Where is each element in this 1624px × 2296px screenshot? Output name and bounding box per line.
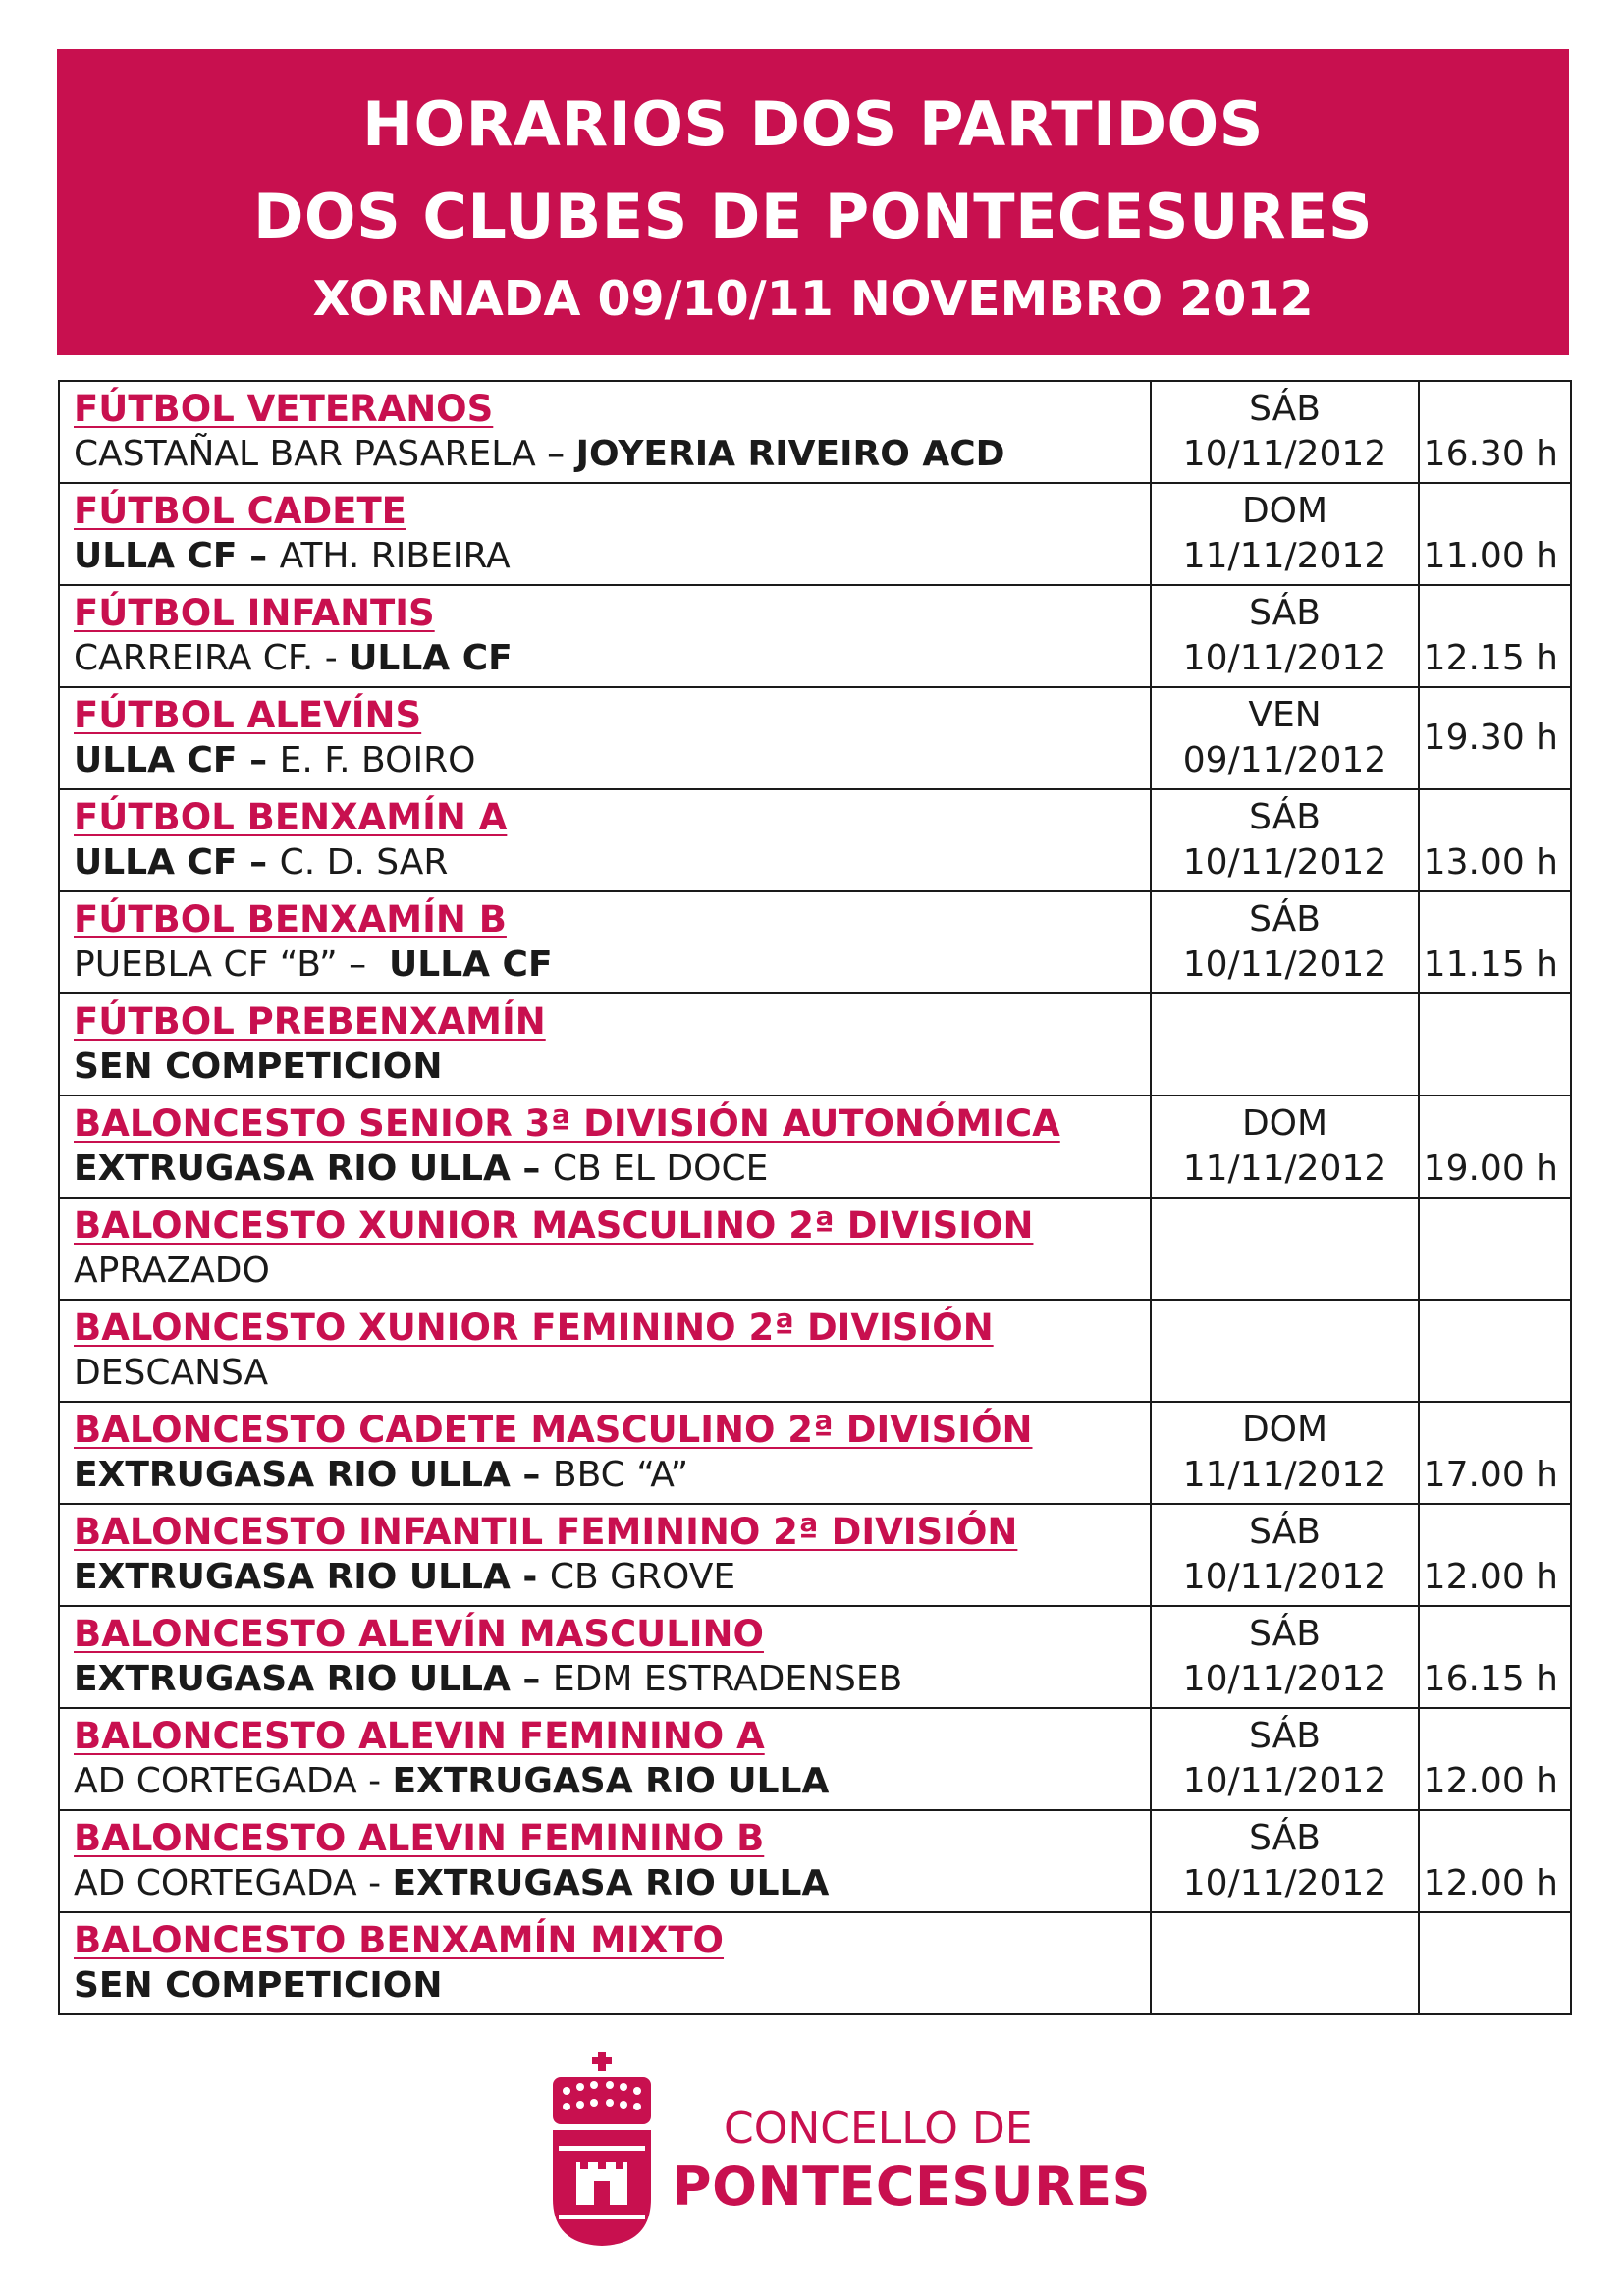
time-cell xyxy=(1419,1300,1571,1402)
match-date: 10/11/2012 xyxy=(1182,1761,1387,1801)
match-row xyxy=(59,1504,1571,1606)
match-cell xyxy=(59,1606,1151,1708)
category-label: FÚTBOL INFANTIS xyxy=(74,592,435,634)
match-date: 10/11/2012 xyxy=(1182,434,1387,474)
teams-line xyxy=(74,1759,1150,1804)
match-date: 09/11/2012 xyxy=(1182,740,1387,780)
home-team: EXTRUGASA RIO ULLA xyxy=(74,1659,511,1699)
time-cell xyxy=(1419,1504,1571,1606)
match-cell xyxy=(59,1504,1151,1606)
category-label: BALONCESTO ALEVÍN MASCULINO xyxy=(74,1613,764,1655)
match-date: 10/11/2012 xyxy=(1182,1557,1387,1597)
match-cell xyxy=(59,381,1151,483)
home-team: EXTRUGASA RIO ULLA xyxy=(74,1557,511,1597)
match-time: 17.00 h xyxy=(1423,1455,1558,1495)
title-line-2: DOS CLUBES DE PONTECESURES xyxy=(252,181,1374,252)
match-note: DESCANSA xyxy=(74,1353,269,1393)
match-weekday: SÁB xyxy=(1249,389,1321,429)
match-row xyxy=(59,1912,1571,2014)
date-cell xyxy=(1151,1708,1419,1810)
match-weekday: DOM xyxy=(1241,1410,1328,1450)
time-cell xyxy=(1419,1095,1571,1198)
team-separator: – xyxy=(337,944,390,985)
match-weekday: DOM xyxy=(1241,1103,1328,1144)
category-label: FÚTBOL CADETE xyxy=(74,490,406,532)
match-row xyxy=(59,789,1571,891)
time-cell xyxy=(1419,993,1571,1095)
match-time: 12.00 h xyxy=(1423,1863,1558,1903)
home-team: AD CORTEGADA xyxy=(74,1761,357,1801)
match-time: 13.00 h xyxy=(1423,842,1558,882)
match-cell xyxy=(59,1810,1151,1912)
teams-line xyxy=(74,738,1150,783)
council-logo xyxy=(545,2052,1152,2248)
teams-line xyxy=(74,1963,1150,2008)
home-team: EXTRUGASA RIO ULLA xyxy=(74,1148,511,1189)
category-label: FÚTBOL BENXAMÍN B xyxy=(74,898,507,940)
match-time: 16.30 h xyxy=(1423,434,1558,474)
match-cell xyxy=(59,891,1151,993)
match-weekday: SÁB xyxy=(1249,899,1321,939)
match-cell xyxy=(59,993,1151,1095)
time-cell xyxy=(1419,891,1571,993)
match-cell xyxy=(59,1912,1151,2014)
teams-line xyxy=(74,432,1150,477)
category-label: FÚTBOL BENXAMÍN A xyxy=(74,796,508,838)
match-time: 11.00 h xyxy=(1423,536,1558,576)
match-row xyxy=(59,1708,1571,1810)
teams-line xyxy=(74,1044,1150,1090)
match-note: APRAZADO xyxy=(74,1251,270,1291)
match-weekday: SÁB xyxy=(1249,797,1321,837)
match-date: 10/11/2012 xyxy=(1182,1863,1387,1903)
team-separator: – xyxy=(535,434,576,474)
team-separator: - xyxy=(356,1761,393,1801)
date-cell xyxy=(1151,891,1419,993)
match-row xyxy=(59,1606,1571,1708)
match-row xyxy=(59,891,1571,993)
away-team: EDM ESTRADENSEB xyxy=(552,1659,903,1699)
team-separator: - xyxy=(510,1557,550,1597)
time-cell xyxy=(1419,483,1571,585)
match-cell xyxy=(59,483,1151,585)
category-label: BALONCESTO INFANTIL FEMININO 2ª DIVISIÓN xyxy=(74,1511,1018,1553)
match-cell xyxy=(59,1198,1151,1300)
match-cell xyxy=(59,585,1151,687)
date-cell xyxy=(1151,789,1419,891)
match-time: 12.00 h xyxy=(1423,1557,1558,1597)
time-cell xyxy=(1419,1402,1571,1504)
date-cell xyxy=(1151,1300,1419,1402)
teams-line xyxy=(74,1861,1150,1906)
teams-line xyxy=(74,1351,1150,1396)
matchday-subtitle: XORNADA 09/10/11 NOVEMBRO 2012 xyxy=(312,271,1314,327)
match-cell xyxy=(59,1095,1151,1198)
away-team: E. F. BOIRO xyxy=(279,740,476,780)
date-cell xyxy=(1151,381,1419,483)
away-team: C. D. SAR xyxy=(279,842,449,882)
away-team: CB GROVE xyxy=(549,1557,736,1597)
coat-of-arms-icon xyxy=(545,2052,659,2248)
date-cell xyxy=(1151,993,1419,1095)
date-cell xyxy=(1151,687,1419,789)
teams-line xyxy=(74,1657,1150,1702)
match-cell xyxy=(59,789,1151,891)
category-label: BALONCESTO SENIOR 3ª DIVISIÓN AUTONÓMICA xyxy=(74,1102,1060,1145)
time-cell xyxy=(1419,1606,1571,1708)
home-team: ULLA CF xyxy=(74,740,238,780)
home-team: EXTRUGASA RIO ULLA xyxy=(74,1455,511,1495)
match-note: SEN COMPETICION xyxy=(74,1965,443,2005)
team-separator: – xyxy=(237,842,280,882)
match-weekday: SÁB xyxy=(1249,1614,1321,1654)
team-separator: – xyxy=(237,740,280,780)
home-team: PUEBLA CF “B” xyxy=(74,944,338,985)
away-team: ATH. RIBEIRA xyxy=(279,536,511,576)
away-team: CB EL DOCE xyxy=(552,1148,769,1189)
match-row xyxy=(59,993,1571,1095)
match-weekday: SÁB xyxy=(1249,1818,1321,1858)
time-cell xyxy=(1419,1198,1571,1300)
home-team: ULLA CF xyxy=(74,842,238,882)
away-team: BBC “A” xyxy=(552,1455,689,1495)
away-team: ULLA CF xyxy=(349,638,513,678)
match-row xyxy=(59,1198,1571,1300)
home-team: ULLA CF xyxy=(74,536,238,576)
teams-line xyxy=(74,1147,1150,1192)
date-cell xyxy=(1151,483,1419,585)
team-separator: – xyxy=(237,536,280,576)
category-label: BALONCESTO XUNIOR FEMININO 2ª DIVISIÓN xyxy=(74,1307,994,1349)
category-label: FÚTBOL PREBENXAMÍN xyxy=(74,1000,546,1042)
team-separator: – xyxy=(510,1455,553,1495)
match-date: 10/11/2012 xyxy=(1182,638,1387,678)
category-label: BALONCESTO CADETE MASCULINO 2ª DIVISIÓN xyxy=(74,1409,1033,1451)
match-weekday: DOM xyxy=(1241,491,1328,531)
category-label: BALONCESTO BENXAMÍN MIXTO xyxy=(74,1919,725,1961)
date-cell xyxy=(1151,585,1419,687)
match-time: 16.15 h xyxy=(1423,1659,1558,1699)
match-weekday: SÁB xyxy=(1249,593,1321,633)
home-team: CASTAÑAL BAR PASARELA xyxy=(74,434,536,474)
time-cell xyxy=(1419,789,1571,891)
match-time: 12.00 h xyxy=(1423,1761,1558,1801)
match-weekday: VEN xyxy=(1248,695,1322,735)
teams-line xyxy=(74,1453,1150,1498)
match-row xyxy=(59,483,1571,585)
category-label: FÚTBOL VETERANOS xyxy=(74,388,494,430)
match-cell xyxy=(59,1708,1151,1810)
teams-line xyxy=(74,840,1150,885)
team-separator: – xyxy=(510,1148,553,1189)
teams-line xyxy=(74,1249,1150,1294)
match-row xyxy=(59,1810,1571,1912)
match-cell xyxy=(59,687,1151,789)
date-cell xyxy=(1151,1810,1419,1912)
category-label: BALONCESTO XUNIOR MASCULINO 2ª DIVISION xyxy=(74,1204,1034,1247)
schedule-table xyxy=(58,380,1572,2015)
home-team: CARREIRA CF. xyxy=(74,638,314,678)
date-cell xyxy=(1151,1402,1419,1504)
date-cell xyxy=(1151,1912,1419,2014)
time-cell xyxy=(1419,381,1571,483)
time-cell xyxy=(1419,1912,1571,2014)
match-date: 11/11/2012 xyxy=(1182,1148,1387,1189)
match-time: 12.15 h xyxy=(1423,638,1558,678)
title-banner xyxy=(57,49,1569,355)
away-team: EXTRUGASA RIO ULLA xyxy=(392,1761,830,1801)
match-date: 10/11/2012 xyxy=(1182,842,1387,882)
council-name-line-1: CONCELLO DE xyxy=(724,2104,1033,2154)
time-cell xyxy=(1419,1810,1571,1912)
teams-line xyxy=(74,534,1150,579)
away-team: EXTRUGASA RIO ULLA xyxy=(392,1863,830,1903)
match-weekday: SÁB xyxy=(1249,1512,1321,1552)
category-label: BALONCESTO ALEVIN FEMININO B xyxy=(74,1817,765,1859)
teams-line xyxy=(74,942,1150,988)
team-separator: - xyxy=(313,638,350,678)
date-cell xyxy=(1151,1504,1419,1606)
council-name-line-2: PONTECESURES xyxy=(673,2156,1152,2217)
match-date: 11/11/2012 xyxy=(1182,1455,1387,1495)
match-note: SEN COMPETICION xyxy=(74,1046,443,1087)
match-cell xyxy=(59,1300,1151,1402)
time-cell xyxy=(1419,687,1571,789)
teams-line xyxy=(74,636,1150,681)
match-date: 10/11/2012 xyxy=(1182,944,1387,985)
date-cell xyxy=(1151,1606,1419,1708)
match-row xyxy=(59,687,1571,789)
category-label: BALONCESTO ALEVIN FEMININO A xyxy=(74,1715,765,1757)
away-team: ULLA CF xyxy=(389,944,553,985)
match-weekday: SÁB xyxy=(1249,1716,1321,1756)
match-date: 11/11/2012 xyxy=(1182,536,1387,576)
teams-line xyxy=(74,1555,1150,1600)
home-team: AD CORTEGADA xyxy=(74,1863,357,1903)
match-time: 19.30 h xyxy=(1423,718,1558,758)
category-label: FÚTBOL ALEVÍNS xyxy=(74,694,422,736)
date-cell xyxy=(1151,1198,1419,1300)
match-row xyxy=(59,585,1571,687)
time-cell xyxy=(1419,585,1571,687)
date-cell xyxy=(1151,1095,1419,1198)
match-row xyxy=(59,1300,1571,1402)
match-time: 11.15 h xyxy=(1423,944,1558,985)
match-row xyxy=(59,1402,1571,1504)
team-separator: - xyxy=(356,1863,393,1903)
away-team: JOYERIA RIVEIRO ACD xyxy=(575,434,1005,474)
match-row xyxy=(59,381,1571,483)
time-cell xyxy=(1419,1708,1571,1810)
match-row xyxy=(59,1095,1571,1198)
match-cell xyxy=(59,1402,1151,1504)
match-time: 19.00 h xyxy=(1423,1148,1558,1189)
council-name xyxy=(673,2103,1151,2218)
title-line-1: HORARIOS DOS PARTIDOS xyxy=(362,88,1264,160)
match-date: 10/11/2012 xyxy=(1182,1659,1387,1699)
team-separator: – xyxy=(510,1659,553,1699)
